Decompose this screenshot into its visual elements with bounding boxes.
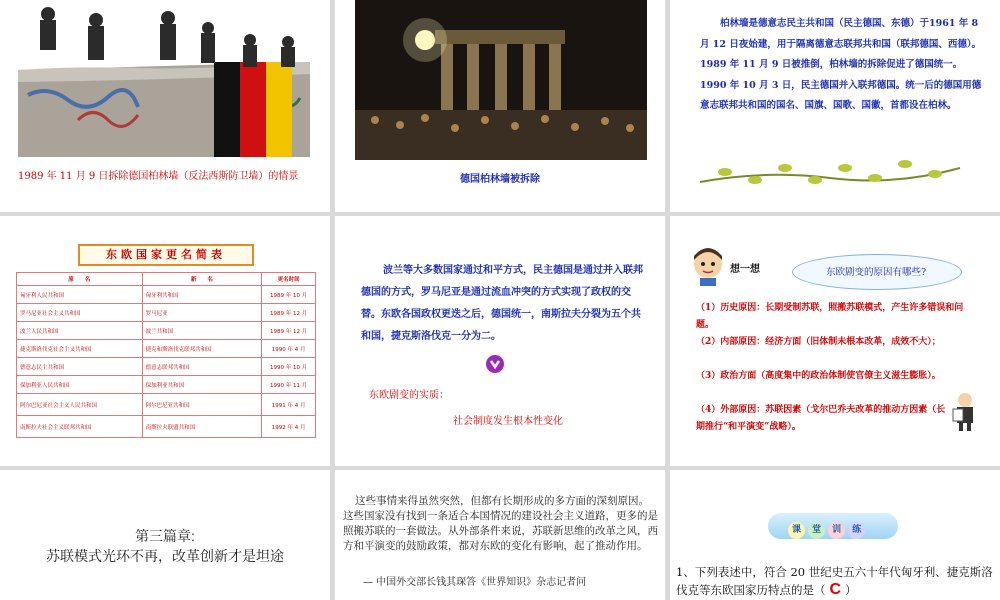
exercise-question xyxy=(676,564,996,599)
table-cell: 1991 年 4 月 xyxy=(262,394,316,416)
header-date: 更名时间 xyxy=(262,273,316,286)
table-row xyxy=(17,376,316,394)
badge-char: 课 xyxy=(788,522,805,539)
question-text: 1、下列表述中，符合 20 世纪史五六十年代匈牙利、捷克斯洛伐克等东欧国家历特点的是（ xyxy=(676,565,993,597)
essence-value: 社会制度发生根本性变化 xyxy=(453,416,563,427)
table-row xyxy=(17,394,316,416)
rename-table-title: 东欧国家更名简表 xyxy=(78,244,254,266)
table-row xyxy=(17,358,316,376)
slide-berlin-wall-text[interactable] xyxy=(670,0,1000,212)
slide-change-methods[interactable] xyxy=(335,216,665,466)
close-paren: ） xyxy=(845,583,857,597)
table-cell: 南斯拉夫社会主义联邦共和国 xyxy=(17,416,143,438)
table-cell: 1990 年 4 月 xyxy=(262,340,316,358)
table-cell: 1989 年 12 月 xyxy=(262,304,316,322)
answer-letter: C xyxy=(829,581,842,598)
reading-person-icon xyxy=(950,391,980,431)
chapter-label: 第三篇章: xyxy=(135,528,195,544)
table-cell: 波兰共和国 xyxy=(142,322,262,340)
slide1-caption: 1989 年 11 月 9 日拆除德国柏林墙（反法西斯防卫墙）的情景 xyxy=(18,171,299,182)
question-text: 东欧剧变的原因有哪些? xyxy=(825,267,927,278)
table-row xyxy=(17,322,316,340)
slide-think-reasons[interactable] xyxy=(670,216,1000,466)
badge-char: 堂 xyxy=(808,522,825,539)
table-cell: 匈牙利共和国 xyxy=(142,286,262,304)
chapter-title: 苏联模式光环不再，改革创新才是坦途 xyxy=(46,548,284,564)
table-cell: 捷克斯洛伐克社会主义共和国 xyxy=(17,340,143,358)
table-row xyxy=(17,286,316,304)
header-old-name: 原 名 xyxy=(17,273,143,286)
table-row xyxy=(17,340,316,358)
slide-rename-table[interactable] xyxy=(0,216,330,466)
slide-quote[interactable] xyxy=(335,470,665,600)
table-cell: 1992 年 4 月 xyxy=(262,416,316,438)
think-label: 想一想 xyxy=(730,264,760,275)
brandenburg-gate-night-image xyxy=(355,0,647,160)
table-cell: 德意志民主共和国 xyxy=(17,358,143,376)
table-cell: 1990 年 10 月 xyxy=(262,358,316,376)
slide-exercise[interactable] xyxy=(670,470,1000,600)
header-new-name: 新 名 xyxy=(142,273,262,286)
slide2-caption: 德国柏林墙被拆除 xyxy=(460,174,540,185)
boy-thinking-icon xyxy=(688,244,728,286)
essence-label: 东欧剧变的实质： xyxy=(369,390,449,401)
rename-table xyxy=(16,272,316,438)
table-cell: 捷克和斯洛伐克联邦共和国 xyxy=(142,340,262,358)
table-cell: 保加利亚人民共和国 xyxy=(17,376,143,394)
reason-3: （3）政治方面（高度集中的政治体制使官僚主义滋生膨胀）。 xyxy=(696,371,941,381)
vine-ornament-icon xyxy=(695,150,965,190)
table-cell: 罗马尼亚 xyxy=(142,304,262,322)
table-cell: 1990 年 11 月 xyxy=(262,376,316,394)
table-cell: 1989 年 10 月 xyxy=(262,286,316,304)
reason-1: （1）历史原因：长期受制苏联，照搬苏联模式，产生许多错误和问题。 xyxy=(696,303,964,330)
slide-brandenburg-gate-photo[interactable] xyxy=(335,0,665,212)
reason-4: （4）外部原因：苏联因素（戈尔巴乔夫改革的推动方因素（长期推行“和平演变”战略）。 xyxy=(696,405,946,432)
table-cell: 匈牙利人民共和国 xyxy=(17,286,143,304)
slide-chapter-three[interactable] xyxy=(0,470,330,600)
table-cell: 罗马尼亚社会主义共和国 xyxy=(17,304,143,322)
change-methods-paragraph: 波兰等大多数国家通过和平方式，民主德国是通过并入联邦德国的方式，罗马尼亚是通过流血冲突的方式实现了政权的交替。东欧各国政权更迭之后，德国统一，南斯拉夫分裂为五个共和国，捷克斯洛伐克一分为二。 xyxy=(361,265,643,342)
badge-char: 练 xyxy=(848,522,865,539)
arrow-down-icon xyxy=(485,354,505,374)
quote-source: — 中国外交部长钱其琛答《世界知识》杂志记者问 xyxy=(363,577,587,588)
table-cell: 阿尔巴尼亚社会主义人民共和国 xyxy=(17,394,143,416)
berlin-wall-crowd-image xyxy=(18,0,310,157)
slide-berlin-wall-photo[interactable] xyxy=(0,0,330,212)
berlin-wall-description: 柏林墙是德意志民主共和国（民主德国、东德）于1961 年 8 月 12 日夜始建，用于隔离德意志联邦共和国（联邦德国、西德）。1989 年 11 月 9 日被推倒，柏林墙的拆除促进了德国统一。1990 年 10 月 3 日，民主德国并入联邦德国。统一后的德国用德意志联邦共和国的国名、国旗、国歌、国徽，首都设在柏林。 xyxy=(700,18,982,111)
table-cell: 波兰人民共和国 xyxy=(17,322,143,340)
table-cell: 1989 年 12 月 xyxy=(262,322,316,340)
badge-char: 训 xyxy=(828,522,845,539)
table-cell: 保加利亚共和国 xyxy=(142,376,262,394)
quote-text: 这些事情来得虽然突然，但都有长期形成的多方面的深刻原因。这些国家没有找到一条适合本国情况的建设社会主义道路，更多的是照搬苏联的一套做法。从外部条件来说，苏联新思维的改革之风，西方和平演变的鼓励政策，都对东欧的变化有影响，起了推动作用。 xyxy=(343,495,658,552)
class-practice-badge xyxy=(768,513,898,539)
table-cell: 南斯拉夫联盟共和国 xyxy=(142,416,262,438)
table-row xyxy=(17,416,316,438)
table-cell: 阿尔巴尼亚共和国 xyxy=(142,394,262,416)
table-cell: 德意志联邦共和国 xyxy=(142,358,262,376)
table-row xyxy=(17,304,316,322)
reason-2: （2）内部原因：经济方面（旧体制未根本改革，成效不大）； xyxy=(696,337,941,347)
